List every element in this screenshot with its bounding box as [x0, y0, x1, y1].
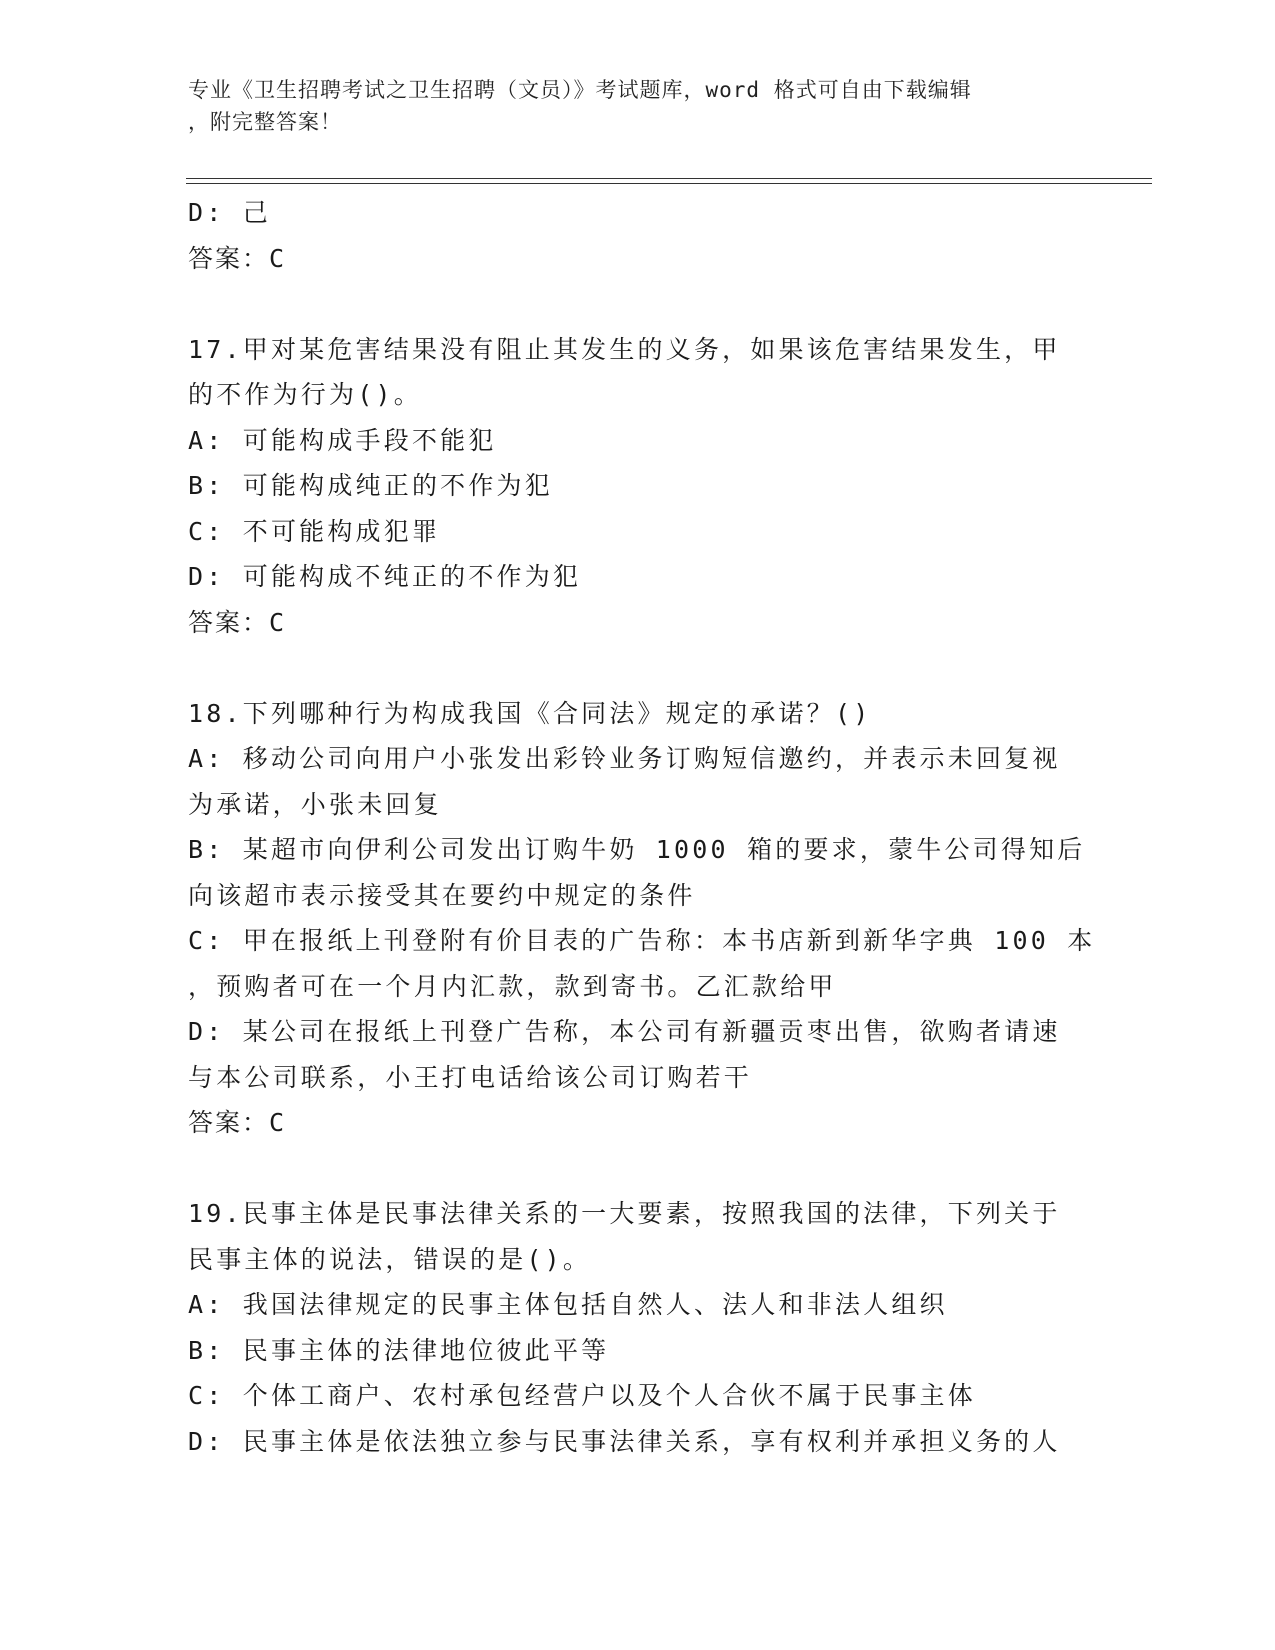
question-text: 民事主体的说法，错误的是()。 [188, 1244, 592, 1274]
question-17 [188, 327, 1088, 646]
spacer [188, 645, 1088, 691]
option-a: A: 我国法律规定的民事主体包括自然人、法人和非法人组织 [188, 1290, 948, 1319]
option-d: D: 己 [188, 198, 271, 227]
option-d-cont: 与本公司联系，小王打电话给该公司订购若干 [188, 1062, 753, 1092]
question-text: 的不作为行为()。 [188, 380, 422, 409]
option-b: B: 民事主体的法律地位彼此平等 [188, 1335, 610, 1365]
option-a: A: 可能构成手段不能犯 [188, 425, 497, 455]
question-text: 19.民事主体是民事法律关系的一大要素，按照我国的法律，下列关于 [188, 1199, 1061, 1228]
option-d: D: 某公司在报纸上刊登广告称，本公司有新疆贡枣出售，欲购者请速 [188, 1017, 1061, 1046]
option-a: A: 移动公司向用户小张发出彩铃业务订购短信邀约，并表示未回复视 [188, 744, 1061, 773]
header-line: 专业《卫生招聘考试之卫生招聘（文员）》考试题库，word 格式可自由下载编辑 [188, 78, 972, 102]
option-b-cont: 向该超市表示接受其在要约中规定的条件 [188, 880, 696, 910]
option-c: C: 个体工商户、农村承包经营户以及个人合伙不属于民事主体 [188, 1381, 976, 1410]
option-b: B: 可能构成纯正的不作为犯 [188, 471, 553, 500]
option-d: D: 民事主体是依法独立参与民事法律关系，享有权利并承担义务的人 [188, 1426, 1061, 1456]
question-19 [188, 1191, 1088, 1464]
option-c-cont: ，预购者可在一个月内汇款，款到寄书。乙汇款给甲 [188, 971, 837, 1001]
header-divider [186, 183, 1152, 184]
header-line: ，附完整答案！ [188, 110, 342, 134]
question-text: 17.甲对某危害结果没有阻止其发生的义务，如果该危害结果发生，甲 [188, 334, 1061, 364]
spacer [188, 1146, 1088, 1192]
answer-line: 答案：C [188, 243, 287, 273]
header-divider [186, 178, 1152, 179]
answer-line: 答案：C [188, 1108, 287, 1137]
answer-line: 答案：C [188, 607, 287, 637]
option-a-cont: 为承诺，小张未回复 [188, 789, 442, 819]
question-content [188, 190, 1096, 1464]
question-18 [188, 691, 1096, 1146]
option-c: C: 不可能构成犯罪 [188, 516, 441, 546]
spacer [188, 281, 1088, 327]
option-d: D: 可能构成不纯正的不作为犯 [188, 562, 582, 591]
option-c: C: 甲在报纸上刊登附有价目表的广告称：本书店新到新华字典 100 本 [188, 926, 1096, 955]
question-text: 18.下列哪种行为构成我国《合同法》规定的承诺？() [188, 698, 872, 728]
page-header [188, 74, 1068, 138]
option-b: B: 某超市向伊利公司发出订购牛奶 1000 箱的要求，蒙牛公司得知后 [188, 835, 1086, 864]
